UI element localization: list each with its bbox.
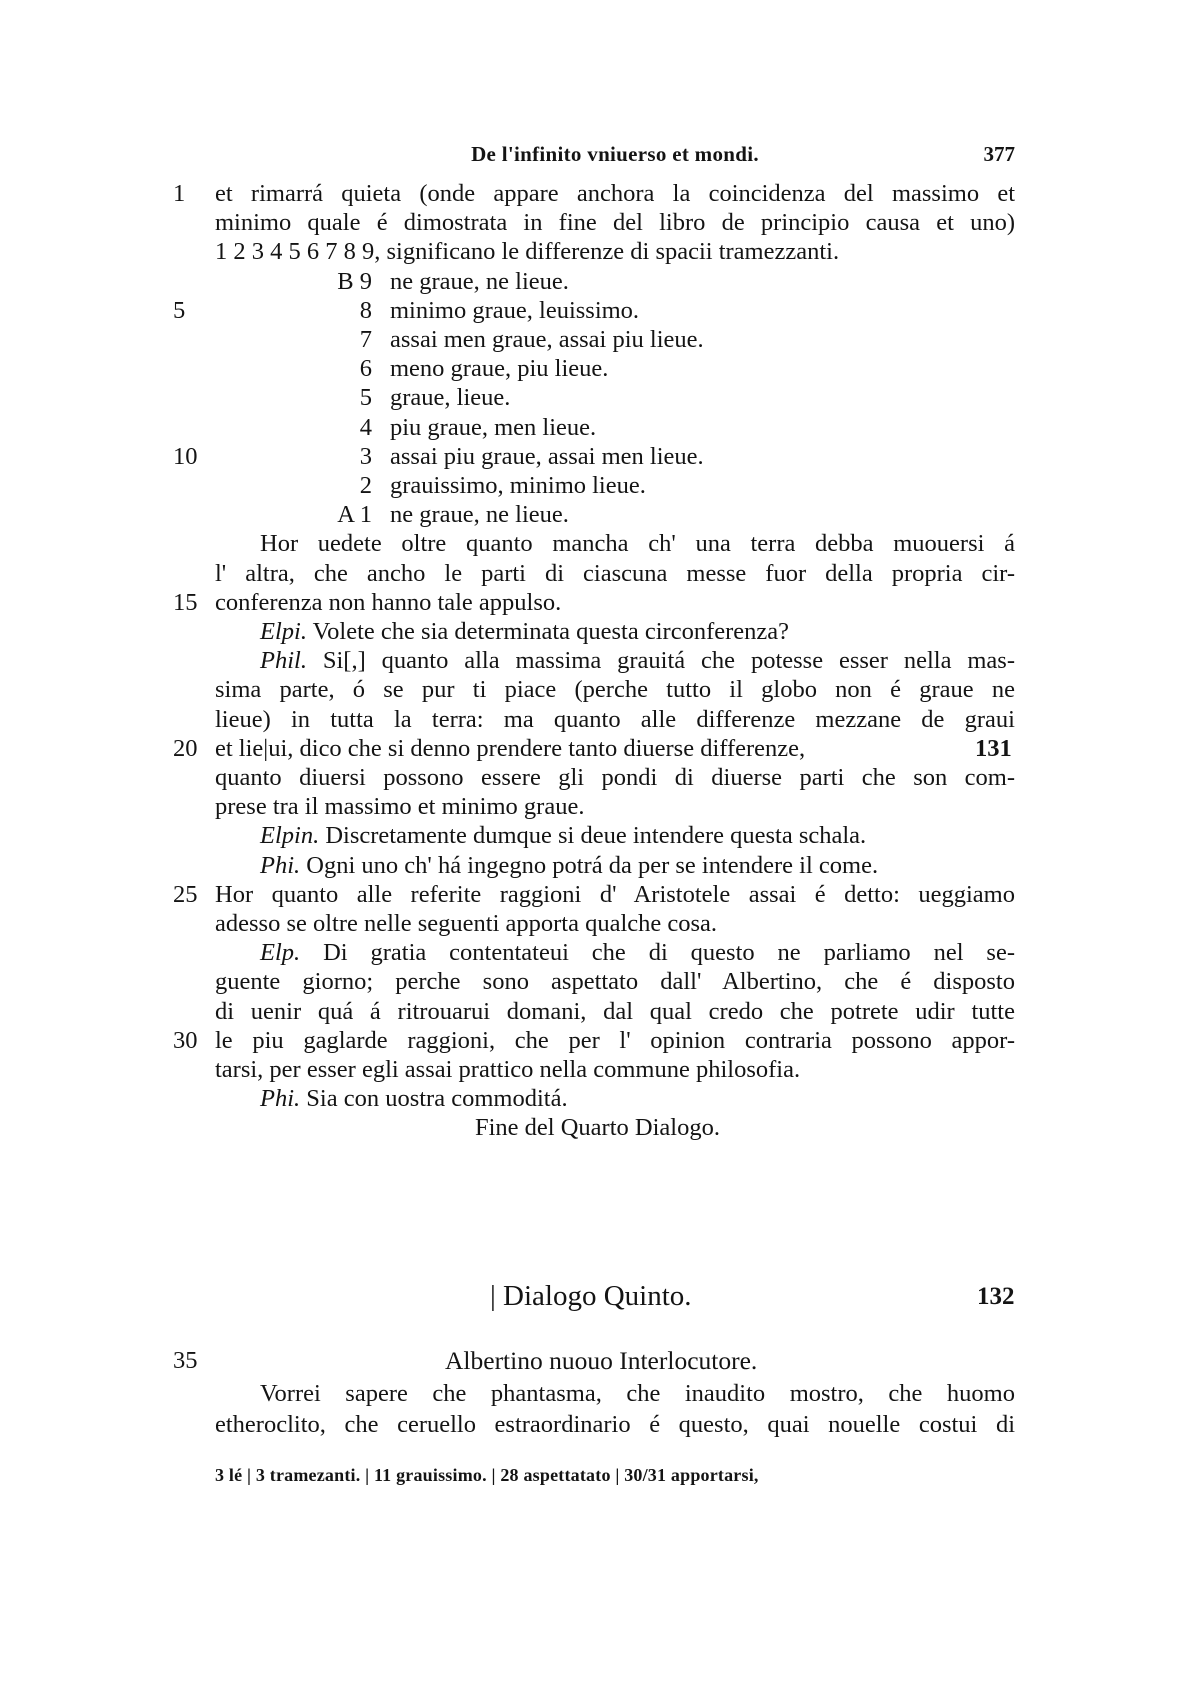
- line-number: 20: [173, 734, 198, 762]
- text-line: [0, 207, 1198, 239]
- line-number: 30: [173, 1026, 198, 1054]
- text-line: [0, 266, 1198, 298]
- text-line: [0, 850, 1198, 882]
- line-text: Hor quanto alle referite raggioni d' Aristotele assai é detto: ueggiamo: [215, 880, 1015, 908]
- scale-description: piu graue, men lieue.: [390, 413, 597, 441]
- text-line: [0, 791, 1198, 823]
- line-text: conferenza non hanno tale appulso.: [215, 588, 562, 616]
- scale-mark: B 9: [337, 267, 372, 295]
- line-text: quanto diuersi possono essere gli pondi di diuerse parti che son com-: [215, 764, 1015, 791]
- scale-description: minimo graue, leuissimo.: [390, 296, 640, 324]
- line-number: 15: [173, 588, 198, 616]
- scale-description: assai piu graue, assai men lieue.: [390, 442, 704, 470]
- section-heading: | Dialogo Quinto.: [490, 1280, 692, 1312]
- line-text: Elpin. Discretamente dumque si deue intendere questa schala.: [260, 822, 867, 850]
- speaker-name: Phi.: [260, 1085, 301, 1113]
- line-text: Elpi. Volete che sia determinata questa circonferenza?: [260, 618, 790, 645]
- text-line: [0, 1083, 1198, 1115]
- scale-mark: 4: [359, 413, 372, 441]
- line-text: prese tra il massimo et minimo graue.: [215, 793, 585, 821]
- page-number: 377: [983, 142, 1015, 166]
- line-number: 35: [173, 1347, 198, 1374]
- scale-description: grauissimo, minimo lieue.: [390, 472, 646, 499]
- text-line: [0, 908, 1198, 940]
- scale-mark: 3: [359, 442, 372, 470]
- speaker-name: Elp.: [260, 939, 301, 967]
- text-line: [0, 1054, 1198, 1086]
- line-text: Hor uedete oltre quanto mancha ch' una terra debba muouersi á: [260, 530, 1015, 558]
- line-number: 5: [173, 296, 186, 324]
- scale-description: ne graue, ne lieue.: [390, 501, 569, 529]
- line-text: et rimarrá quieta (onde appare anchora la coincidenza del massimo et: [215, 180, 1015, 207]
- scale-mark: 2: [359, 472, 372, 499]
- speaker-name: Elpi.: [260, 618, 307, 645]
- text-line: [0, 441, 1198, 473]
- text-line: [0, 178, 1198, 210]
- text-line: [0, 937, 1198, 969]
- line-text: Vorrei sapere che phantasma, che inaudito mostro, che huomo: [260, 1380, 1015, 1407]
- line-text: et lie|ui, dico che si denno prendere tanto diuerse differenze,: [215, 734, 806, 762]
- line-text: guente giorno; perche sono aspettato dall' Albertino, che é disposto: [215, 968, 1015, 996]
- running-header: [215, 142, 1015, 172]
- line-number: 1: [173, 180, 186, 207]
- scale-mark: 7: [359, 326, 372, 353]
- line-text: di uenir quá á ritrouarui domani, dal qual credo che potrete udir tutte: [215, 997, 1015, 1025]
- text-line: [0, 558, 1198, 590]
- folio-number: 131: [975, 734, 1012, 762]
- text-line: [0, 1025, 1198, 1057]
- line-text: etheroclito, che ceruello estraordinario é questo, quai nouelle costui di: [215, 1411, 1015, 1439]
- line-number: 10: [173, 442, 198, 470]
- scale-mark: 6: [359, 355, 372, 383]
- text-line: [0, 1378, 1198, 1410]
- speaker-name: Elpin.: [260, 822, 320, 850]
- text-line: [0, 412, 1198, 444]
- section-folio: 132: [977, 1283, 1015, 1310]
- line-text: tarsi, per esser egli assai prattico nella commune philosofia.: [215, 1056, 801, 1083]
- scale-mark: A 1: [337, 501, 372, 529]
- text-line: [0, 762, 1198, 794]
- text-line: [0, 499, 1198, 531]
- text-line: [0, 704, 1198, 736]
- line-text: Phi. Sia con uostra commoditá.: [260, 1085, 568, 1113]
- text-line: [0, 1345, 1198, 1377]
- text-line: [0, 1409, 1198, 1441]
- text-line: [0, 674, 1198, 706]
- text-line: [0, 382, 1198, 414]
- text-line: [0, 966, 1198, 998]
- line-text: Phil. Si[,] quanto alla massima grauitá che potesse esser nella mas-: [260, 647, 1015, 675]
- text-line: [0, 820, 1198, 852]
- text-line: [0, 587, 1198, 619]
- text-line: [0, 996, 1198, 1028]
- line-text: lieue) in tutta la terra: ma quanto alle differenze mezzane de graui: [215, 705, 1015, 733]
- line-text: Phi. Ogni uno ch' há ingegno potrá da per se intendere il come.: [260, 851, 879, 879]
- text-line: [0, 645, 1198, 677]
- scale-description: graue, lieue.: [390, 384, 511, 412]
- text-line: [0, 528, 1198, 560]
- text-line: [0, 295, 1198, 327]
- text-line: [0, 1112, 1198, 1144]
- line-text: 1 2 3 4 5 6 7 8 9, significano le differenze di spacii tramezzanti.: [215, 238, 840, 266]
- text-line: [0, 879, 1198, 911]
- interlocutor-heading: Albertino nuouo Interlocutore.: [445, 1346, 758, 1375]
- text-line: [0, 470, 1198, 502]
- line-text: sima parte, ó se pur ti piace (perche tutto il globo non é graue ne: [215, 676, 1015, 704]
- scale-mark: 8: [359, 296, 372, 324]
- text-line: [0, 353, 1198, 385]
- text-line: [0, 324, 1198, 356]
- scale-description: meno graue, piu lieue.: [390, 355, 609, 383]
- running-title: De l'infinito vniuerso et mondi.: [471, 142, 759, 166]
- text-line: [0, 616, 1198, 648]
- line-text: adesso se oltre nelle seguenti apporta qualche cosa.: [215, 910, 718, 937]
- critical-apparatus: 3 lé | 3 tramezanti. | 11 grauissimo. | 28 aspettatato | 30/31 apportarsi,: [215, 1465, 759, 1485]
- scale-mark: 5: [359, 384, 372, 412]
- line-text: Elp. Di gratia contentateui che di questo ne parliamo nel se-: [260, 939, 1015, 967]
- text-line: [0, 733, 1198, 765]
- line-text: minimo quale é dimostrata in fine del libro de principio causa et uno): [215, 209, 1015, 237]
- speaker-name: Phil.: [260, 647, 307, 675]
- scale-description: assai men graue, assai piu lieue.: [390, 326, 704, 353]
- line-text: l' altra, che ancho le parti di ciascuna messe fuor della propria cir-: [215, 559, 1015, 587]
- line-number: 25: [173, 880, 198, 908]
- speaker-name: Phi.: [260, 851, 301, 879]
- line-text: le piu gaglarde raggioni, che per l' opinion contraria possono appor-: [215, 1026, 1015, 1054]
- text-line: [0, 236, 1198, 268]
- end-title: Fine del Quarto Dialogo.: [475, 1114, 720, 1142]
- scale-description: ne graue, ne lieue.: [390, 267, 569, 295]
